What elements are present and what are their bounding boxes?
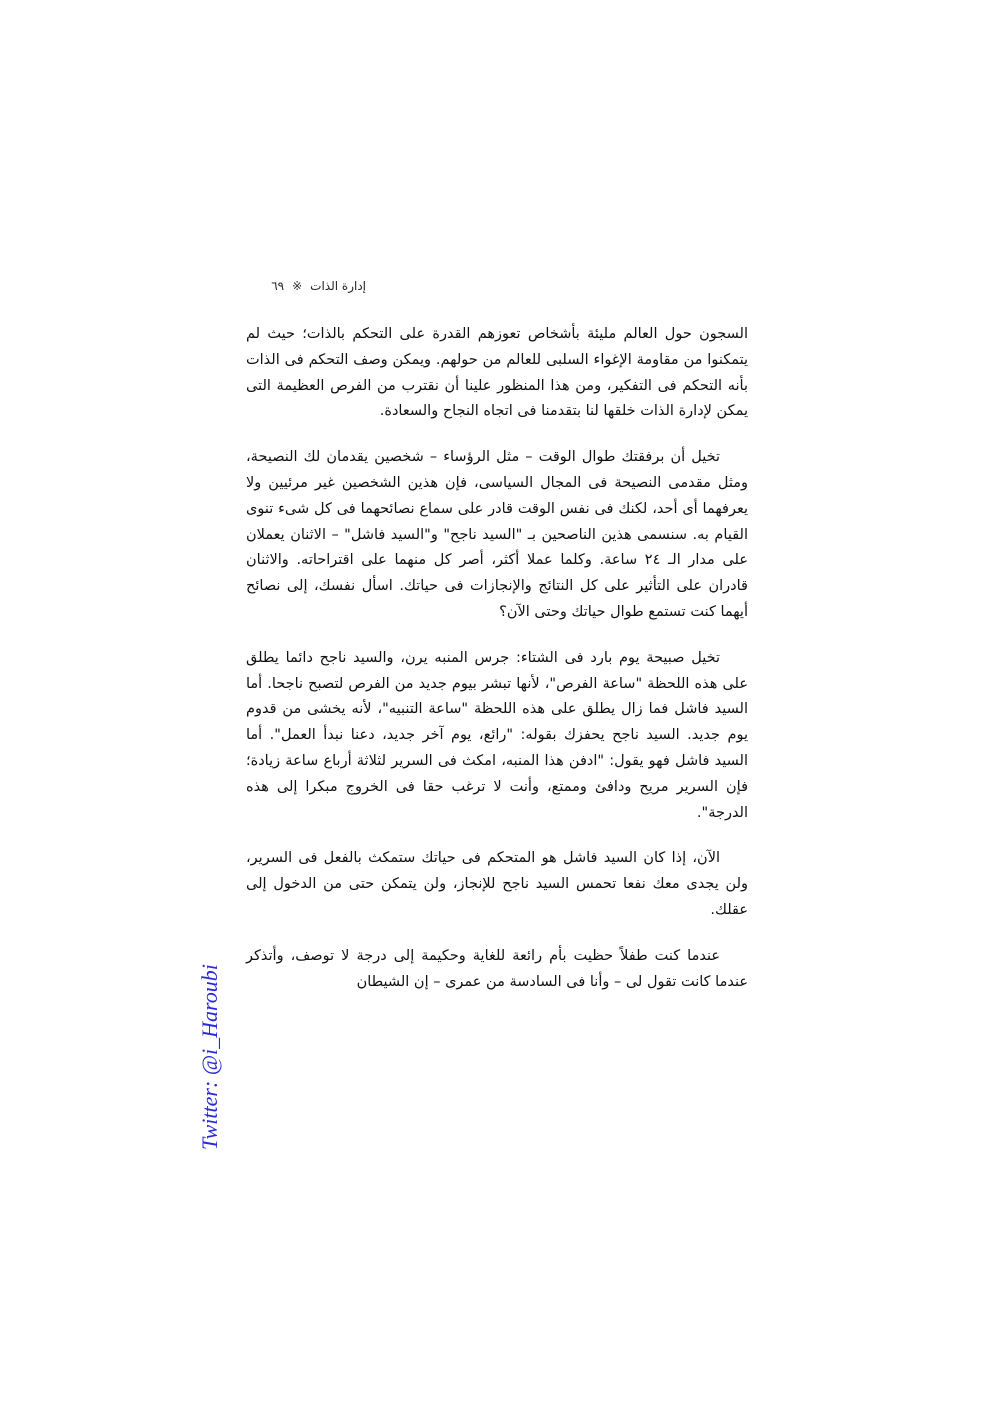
paragraph-2: تخيل أن برفقتك طوال الوقت – مثل الرؤساء – شخصين يقدمان لك النصيحة، ومثل مقدمى النصيحة فى المجال السياسى، فإن هذين الشخصين غير مرئيين ولا يعرفهما أى أحد، لكنك فى نفس الوقت قادر على سماع نصائحهما فى كل شىء تنوى القيام به. سنسمى هذين الناصحين بـ "السيد ناجح" و"السيد فاشل" – الاثنان يعملان على مدار الـ ٢٤ ساعة. وكلما عملا أكثر، أصر كل منهما على اقتراحاته. والاثنان قادران على التأثير على كل النتائج والإنجازات فى حياتك. اسأل نفسك، إلى نصائح أيهما كنت تستمع طوال حياتك وحتى الآن؟: [246, 449, 748, 620]
ornament-icon: ※: [292, 279, 303, 293]
paragraph-3: تخيل صبيحة يوم بارد فى الشتاء: جرس المنبه يرن، والسيد ناجح دائما يطلق على هذه اللحظة "ساعة الفرص"، لأنها تبشر بيوم جديد من الفرص لتصبح ناجحا. أما السيد فاشل فما زال يطلق على هذه اللحظة "ساعة التنبيه"، لأنه يخشى من قدوم يوم جديد. السيد ناجح يحفزك بقوله: "رائع، يوم آخر جديد، دعنا نبدأ العمل". أما السيد فاشل فهو يقول: "ادفن هذا المنبه، امكث فى السرير لثلاثة أرباع ساعة زيادة؛ فإن السرير مريح ودافئ وممتع، وأنت لا ترغب حقا فى الخروج مبكرا إلى هذه الدرجة".: [246, 649, 748, 821]
paragraph-1: السجون حول العالم مليئة بأشخاص تعوزهم القدرة على التحكم بالذات؛ حيث لم يتمكنوا من مقاومة الإغواء السلبى للعالم من حولهم. ويمكن وصف التحكم فى الذات بأنه التحكم فى التفكير، ومن هذا المنظور علينا أن نقترب من الفرص العظيمة التى يمكن لإدارة الذات خلقها لنا بتقدمنا فى اتجاه النجاح والسعادة.: [246, 326, 748, 420]
paragraph-5: عندما كنت طفلاً حظيت بأم رائعة للغاية وحكيمة إلى درجة لا توصف، وأتذكر عندما كانت تقول لى – وأنا فى السادسة من عمرى – إن الشيطان: [246, 947, 748, 990]
twitter-watermark: Twitter: @i_Haroubi: [197, 964, 222, 1150]
page-number: ٦٩: [271, 279, 285, 293]
page-header: [246, 279, 366, 293]
paragraph-4: الآن، إذا كان السيد فاشل هو المتحكم فى حياتك ستمكث بالفعل فى السرير، ولن يجدى معك نفعا تحمس السيد ناجح للإنجاز، ولن يتمكن حتى من الدخول إلى عقلك.: [246, 850, 748, 918]
running-title: إدارة الذات: [310, 279, 366, 293]
body-text: [246, 322, 748, 1015]
